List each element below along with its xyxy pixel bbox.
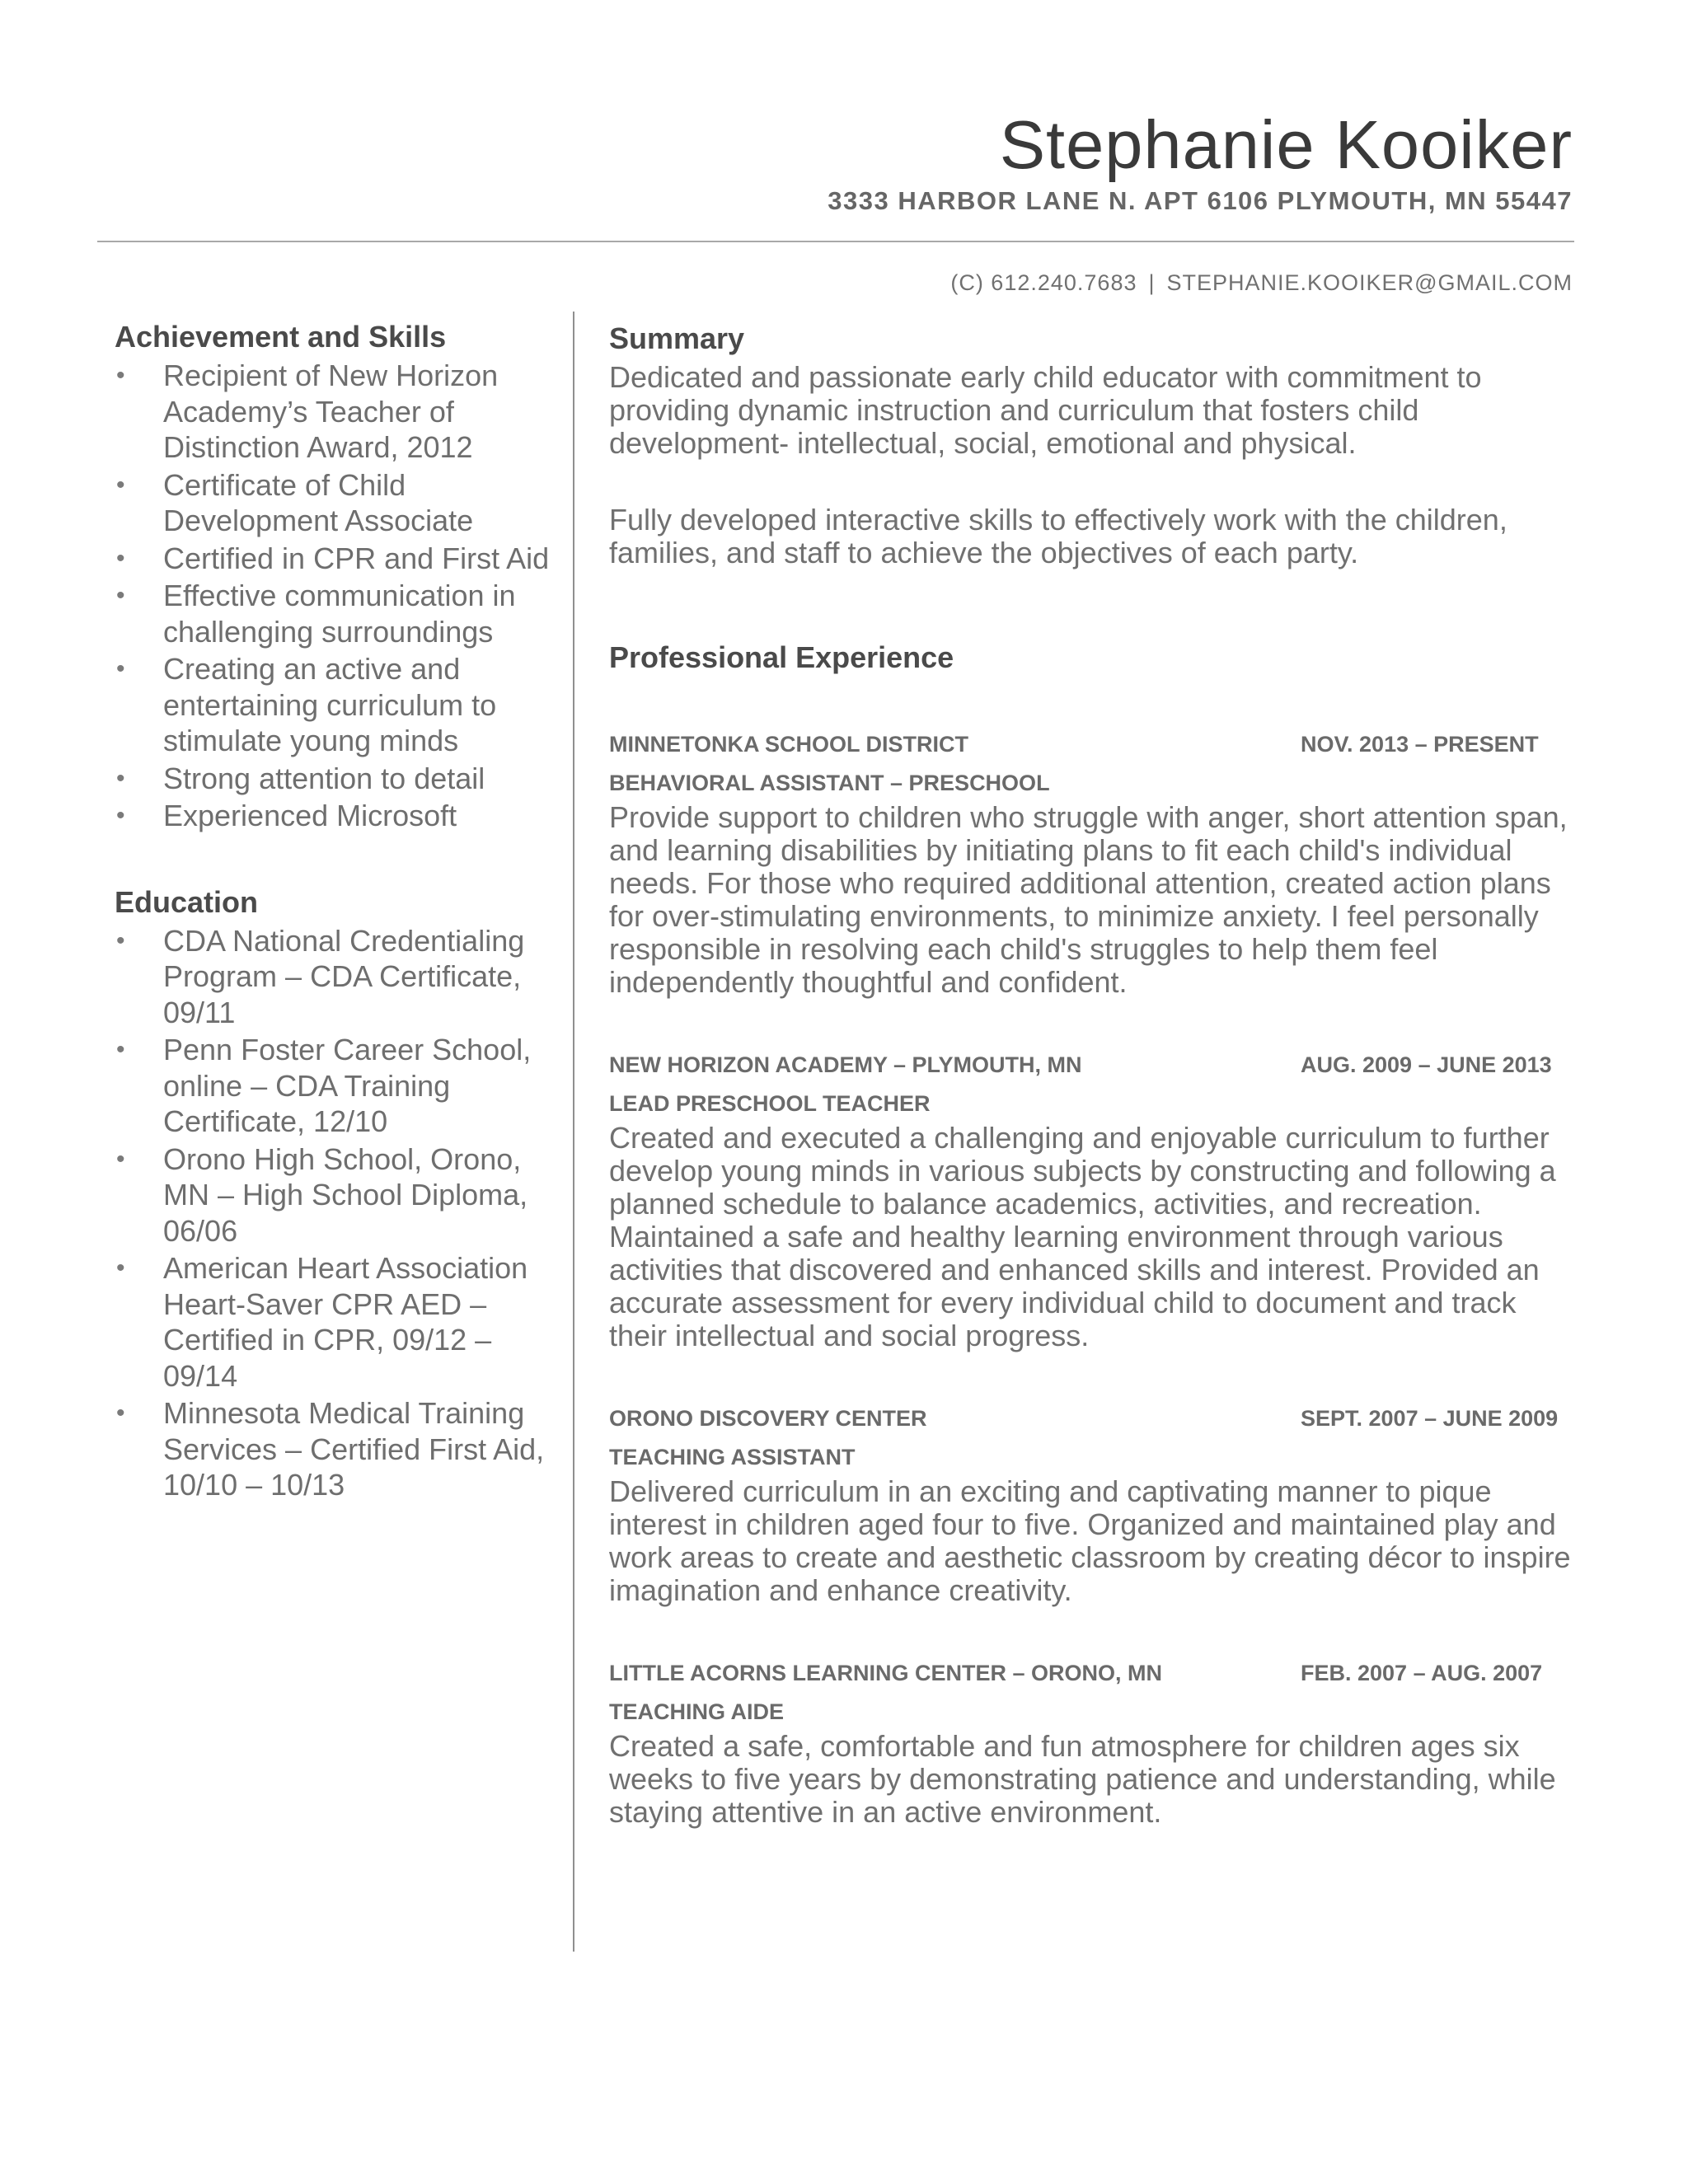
achievements-heading: Achievement and Skills: [115, 320, 447, 354]
email-address: STEPHANIE.KOOIKER@GMAIL.COM: [1166, 270, 1573, 295]
list-item: [115, 1395, 560, 1503]
job-header: [609, 1657, 1582, 1690]
candidate-address: 3333 HARBOR LANE N. APT 6106 PLYMOUTH, MN 55447: [828, 186, 1573, 215]
list-item-text: Strong attention to detail: [163, 761, 485, 795]
bullet-icon: •: [116, 362, 125, 389]
bullet-icon: •: [116, 802, 125, 829]
bullet-icon: •: [116, 582, 125, 609]
experience-heading: Professional Experience: [609, 640, 954, 674]
left-column: [115, 316, 560, 1505]
list-item: [115, 467, 560, 539]
summary-paragraph-1: Dedicated and passionate early child educator with commitment to providing dynamic instruction and curriculum that fosters child development- intellectual, social, emotional and physical.: [609, 360, 1482, 460]
contact-line: [950, 270, 1573, 296]
education-list: [115, 923, 560, 1503]
bullet-icon: •: [116, 471, 125, 499]
list-item: [115, 651, 560, 759]
job-entry: [609, 728, 1582, 999]
list-item-text: Certificate of Child Development Associate: [163, 467, 474, 537]
bullet-icon: •: [116, 544, 125, 572]
job-header: [609, 1402, 1582, 1435]
list-item-text: Effective communication in challenging surroundings: [163, 579, 516, 649]
list-item-text: Creating an active and entertaining curriculum to stimulate young minds: [163, 652, 497, 757]
list-item-text: Minnesota Medical Training Services – Certified First Aid, 10/10 – 10/13: [163, 1396, 545, 1502]
bullet-icon: •: [116, 655, 125, 682]
list-item-text: Recipient of New Horizon Academy’s Teacher of Distinction Award, 2012: [163, 359, 499, 464]
achievements-list: [115, 358, 560, 834]
job-description: Created a safe, comfortable and fun atmosphere for children ages six weeks to five years by demonstrating patience and understanding, while staying attentive in an active environment.: [609, 1729, 1556, 1829]
bullet-icon: •: [116, 1399, 125, 1427]
list-item-text: Experienced Microsoft: [163, 799, 457, 832]
job-organization: MINNETONKA SCHOOL DISTRICT: [609, 732, 969, 757]
summary-heading: Summary: [609, 321, 745, 355]
list-item: [115, 1141, 560, 1249]
header-rule: [97, 241, 1574, 242]
job-header: [609, 1048, 1582, 1081]
job-description: Created and executed a challenging and enjoyable curriculum to further develop young minds in various subjects by constructing and following a planned schedule to balance academics, activities, and recreation. Maintained a safe and healthy learning environment through various activities that discovered and enhanced skills and interest. Provided an accurate assessment for every individual child to document and track their intellectual and social progress.: [609, 1121, 1556, 1352]
job-description: Delivered curriculum in an exciting and captivating manner to pique interest in children aged four to five. Organized and maintained play and work areas to create and aesthetic classroom by creating décor to inspire imagination and enhance creativity.: [609, 1474, 1571, 1607]
job-title: BEHAVIORAL ASSISTANT – PRESCHOOL: [609, 771, 1050, 795]
list-item: [115, 1250, 560, 1394]
phone-number: (C) 612.240.7683: [950, 270, 1137, 295]
column-divider: [573, 312, 574, 1952]
list-item-text: Orono High School, Orono, MN – High School Diploma, 06/06: [163, 1141, 528, 1248]
job-dates: FEB. 2007 – AUG. 2007: [1301, 1661, 1543, 1685]
job-title: TEACHING AIDE: [609, 1699, 785, 1724]
list-item-text: CDA National Credentialing Program – CDA Certificate, 09/11: [163, 923, 525, 1029]
job-header: [609, 728, 1582, 761]
list-item-text: Penn Foster Career School, online – CDA Training Certificate, 12/10: [163, 1033, 532, 1138]
job-organization: LITTLE ACORNS LEARNING CENTER – ORONO, MN: [609, 1661, 1163, 1685]
bullet-icon: •: [116, 764, 125, 792]
right-column: [609, 318, 1582, 1829]
bullet-icon: •: [116, 1145, 125, 1173]
list-item: [115, 761, 560, 797]
list-item: [115, 358, 560, 466]
contact-separator: |: [1148, 270, 1156, 295]
bullet-icon: •: [116, 1254, 125, 1282]
job-organization: NEW HORIZON ACADEMY – PLYMOUTH, MN: [609, 1052, 1082, 1077]
list-item: [115, 1032, 560, 1140]
list-item: [115, 923, 560, 1031]
list-item: [115, 798, 560, 834]
summary-paragraph-2: Fully developed interactive skills to effectively work with the children, families, and staff to achieve the objectives of each party.: [609, 503, 1507, 569]
bullet-icon: •: [116, 926, 125, 954]
job-dates: NOV. 2013 – PRESENT: [1301, 732, 1539, 757]
list-item-text: American Heart Association Heart-Saver CPR AED – Certified in CPR, 09/12 – 09/14: [163, 1251, 528, 1393]
job-description: Provide support to children who struggle with anger, short attention span, and learning disabilities by initiating plans to fit each child's individual needs. For those who required additional attention, created action plans for over-stimulating environments, to minimize anxiety. I feel personally responsible in resolving each child's struggles to help them feel independently thoughtful and confident.: [609, 800, 1568, 999]
job-title: LEAD PRESCHOOL TEACHER: [609, 1091, 931, 1116]
list-item: [115, 578, 560, 649]
candidate-name: Stephanie Kooiker: [999, 106, 1573, 183]
job-organization: ORONO DISCOVERY CENTER: [609, 1406, 927, 1431]
job-title: TEACHING ASSISTANT: [609, 1445, 856, 1469]
list-item: [115, 541, 560, 577]
list-item-text: Certified in CPR and First Aid: [163, 541, 550, 575]
job-dates: SEPT. 2007 – JUNE 2009: [1301, 1406, 1559, 1431]
bullet-icon: •: [116, 1036, 125, 1063]
job-dates: AUG. 2009 – JUNE 2013: [1301, 1052, 1552, 1077]
job-entry: [609, 1657, 1582, 1829]
education-heading: Education: [115, 884, 259, 919]
job-entry: [609, 1402, 1582, 1607]
job-entry: [609, 1048, 1582, 1352]
